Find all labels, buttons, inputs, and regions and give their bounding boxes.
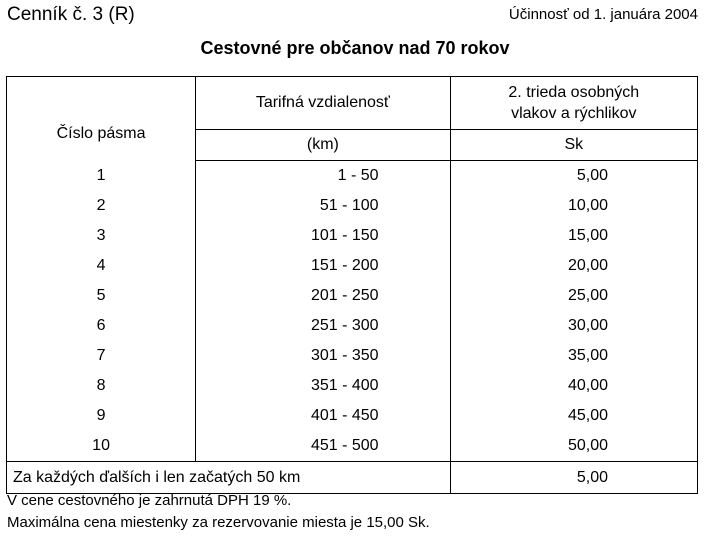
price-cell: 25,00: [567, 287, 608, 304]
table-row: [7, 191, 698, 221]
additional-distance-label: Za každých ďalších i len začatých 50 km: [7, 462, 451, 494]
currency-unit: Sk: [450, 130, 697, 161]
price-cell: 50,00: [567, 437, 608, 454]
table-row: [7, 281, 698, 311]
table-row: [7, 221, 698, 251]
table-row: [7, 341, 698, 371]
zone-cell: 3: [7, 221, 196, 251]
distance-cell: 401 - 450: [196, 401, 450, 431]
distance-cell: 51 - 100: [196, 191, 450, 221]
reservation-note: Maximálna cena miestenky za rezervovanie miesta je 15,00 Sk.: [7, 514, 430, 531]
table-row: [7, 251, 698, 281]
distance-cell: 101 - 150: [196, 221, 450, 251]
price-cell: 35,00: [567, 347, 608, 364]
fare-table: [6, 76, 698, 494]
zone-cell: 1: [7, 161, 196, 192]
distance-cell: 451 - 500: [196, 431, 450, 462]
table-row: [7, 161, 698, 192]
zone-cell: 6: [7, 311, 196, 341]
price-cell: 10,00: [567, 197, 608, 214]
distance-cell: 301 - 350: [196, 341, 450, 371]
zone-cell: 10: [7, 431, 196, 462]
distance-cell: 251 - 300: [196, 311, 450, 341]
price-cell: 30,00: [567, 317, 608, 334]
vat-note: V cene cestovného je zahrnutá DPH 19 %.: [7, 492, 292, 509]
price-cell: 15,00: [567, 227, 608, 244]
tariff-distance-header: Tarifná vzdialenosť: [196, 77, 450, 130]
additional-distance-row: [7, 462, 698, 494]
price-cell: 20,00: [567, 257, 608, 274]
zone-cell: 5: [7, 281, 196, 311]
distance-cell: 351 - 400: [196, 371, 450, 401]
price-cell: 45,00: [567, 407, 608, 424]
additional-distance-price: 5,00: [450, 462, 697, 494]
second-class-header-line1: 2. trieda osobných: [508, 84, 640, 101]
price-cell: 40,00: [567, 377, 608, 394]
price-cell: 5,00: [576, 167, 608, 184]
zone-cell: 4: [7, 251, 196, 281]
table-row: [7, 431, 698, 462]
distance-unit: (km): [196, 130, 450, 161]
effective-date: Účinnosť od 1. januára 2004: [508, 6, 698, 23]
zone-cell: 7: [7, 341, 196, 371]
table-row: [7, 401, 698, 431]
table-header-row: [7, 77, 698, 130]
second-class-header-line2: vlakov a rýchlikov: [511, 105, 637, 122]
distance-cell: 1 - 50: [196, 161, 450, 192]
document-title: Cestovné pre občanov nad 70 rokov: [200, 38, 510, 58]
second-class-header: [450, 77, 697, 130]
zone-cell: 9: [7, 401, 196, 431]
table-row: [7, 311, 698, 341]
zone-cell: 2: [7, 191, 196, 221]
distance-cell: 151 - 200: [196, 251, 450, 281]
zone-cell: 8: [7, 371, 196, 401]
zone-number-header: Číslo pásma: [7, 77, 196, 161]
distance-cell: 201 - 250: [196, 281, 450, 311]
pricelist-number: Cenník č. 3 (R): [7, 4, 135, 25]
table-row: [7, 371, 698, 401]
